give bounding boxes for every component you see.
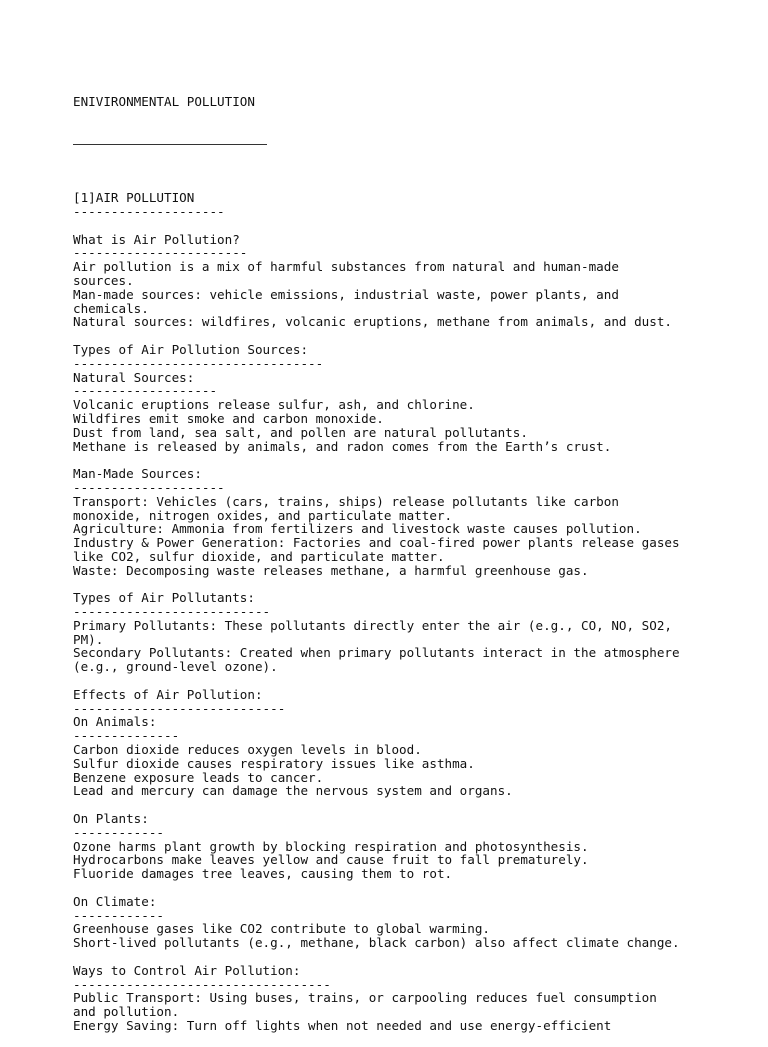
text-line: (e.g., ground-level ozone).	[73, 659, 278, 675]
text-line: Waste: Decomposing waste releases methane, a harmful greenhouse gas.	[73, 562, 589, 578]
text-line: sources.	[73, 272, 134, 288]
text-line: Man-made sources: vehicle emissions, industrial waste, power plants, and	[73, 286, 619, 302]
document-body	[73, 67, 753, 1047]
text-line: Wildfires emit smoke and carbon monoxide.	[73, 410, 384, 426]
text-line: chemicals.	[73, 300, 149, 316]
text-line: Natural Sources:	[73, 369, 195, 385]
text-line: monoxide, nitrogen oxides, and particulate matter.	[73, 507, 453, 523]
text-line: What is Air Pollution?	[73, 231, 240, 247]
text-line: Man-Made Sources:	[73, 466, 202, 482]
blank-line	[73, 329, 753, 343]
text-line: Lead and mercury can damage the nervous system and organs.	[73, 783, 513, 799]
text-line: ----------------------------	[73, 700, 286, 716]
text-line: Benzene exposure leads to cancer.	[73, 769, 324, 785]
document-lines	[73, 177, 753, 1032]
title-underline	[73, 136, 753, 150]
text-line: --------------------------	[73, 604, 271, 620]
text-line: --------------------	[73, 203, 225, 219]
text-line: Ways to Control Air Pollution:	[73, 962, 301, 978]
text-line: --------------------	[73, 479, 225, 495]
text-line: ----------------------------------	[73, 976, 331, 992]
blank-line	[73, 219, 753, 233]
text-line: Volcanic eruptions release sulfur, ash, and chlorine.	[73, 397, 475, 413]
blank-line	[73, 881, 753, 895]
text-line: Short-lived pollutants (e.g., methane, black carbon) also affect climate change.	[73, 935, 680, 951]
text-line: Primary Pollutants: These pollutants directly enter the air (e.g., CO, NO, SO2,	[73, 617, 672, 633]
text-line: Natural sources: wildfires, volcanic eruptions, methane from animals, and dust.	[73, 314, 672, 330]
text-line: ---------------------------------	[73, 355, 324, 371]
text-line: [1]AIR POLLUTION	[73, 190, 195, 206]
text-line: Greenhouse gases like CO2 contribute to global warming.	[73, 921, 491, 937]
text-line: Hydrocarbons make leaves yellow and cause fruit to fall prematurely.	[73, 852, 589, 868]
text-line: and pollution.	[73, 1004, 180, 1020]
text-line: PM).	[73, 631, 104, 647]
text-line: Ozone harms plant growth by blocking respiration and photosynthesis.	[73, 838, 589, 854]
text-line: Industry & Power Generation: Factories and coal-fired power plants release gases	[73, 535, 680, 551]
text-line: Types of Air Pollutants:	[73, 590, 255, 606]
text-line: On Climate:	[73, 893, 157, 909]
text-line: ------------	[73, 907, 164, 923]
text-line: -----------------------	[73, 245, 248, 261]
text-line: ------------	[73, 824, 164, 840]
document-title: ENIVIRONMENTAL POLLUTION	[73, 93, 255, 109]
text-line: Energy Saving: Turn off lights when not needed and use energy-efficient	[73, 1017, 612, 1033]
blank-line	[73, 674, 753, 688]
text-line: Public Transport: Using buses, trains, or carpooling reduces fuel consumption	[73, 990, 657, 1006]
text-line: Methane is released by animals, and radon comes from the Earth’s crust.	[73, 438, 612, 454]
text-line: Transport: Vehicles (cars, trains, ships) release pollutants like carbon	[73, 493, 619, 509]
blank-line	[73, 453, 753, 467]
text-line: Agriculture: Ammonia from fertilizers and livestock waste causes pollution.	[73, 521, 642, 537]
blank-line	[73, 950, 753, 964]
blank-line	[73, 177, 753, 191]
text-line: Types of Air Pollution Sources:	[73, 341, 309, 357]
text-line: -------------------	[73, 383, 218, 399]
text-line: Dust from land, sea salt, and pollen are natural pollutants.	[73, 424, 528, 440]
text-line: Carbon dioxide reduces oxygen levels in blood.	[73, 742, 422, 758]
text-line: On Animals:	[73, 714, 157, 730]
text-line: Air pollution is a mix of harmful substances from natural and human-made	[73, 259, 619, 275]
text-line: Secondary Pollutants: Created when primary pollutants interact in the atmosphere	[73, 645, 680, 661]
text-line: On Plants:	[73, 811, 149, 827]
text-line: --------------	[73, 728, 180, 744]
blank-line	[73, 798, 753, 812]
text-line: Sulfur dioxide causes respiratory issues like asthma.	[73, 755, 475, 771]
blank-line	[73, 577, 753, 591]
text-line: like CO2, sulfur dioxide, and particulate matter.	[73, 548, 445, 564]
text-line: Effects of Air Pollution:	[73, 686, 263, 702]
text-line: Fluoride damages tree leaves, causing them to rot.	[73, 866, 453, 882]
